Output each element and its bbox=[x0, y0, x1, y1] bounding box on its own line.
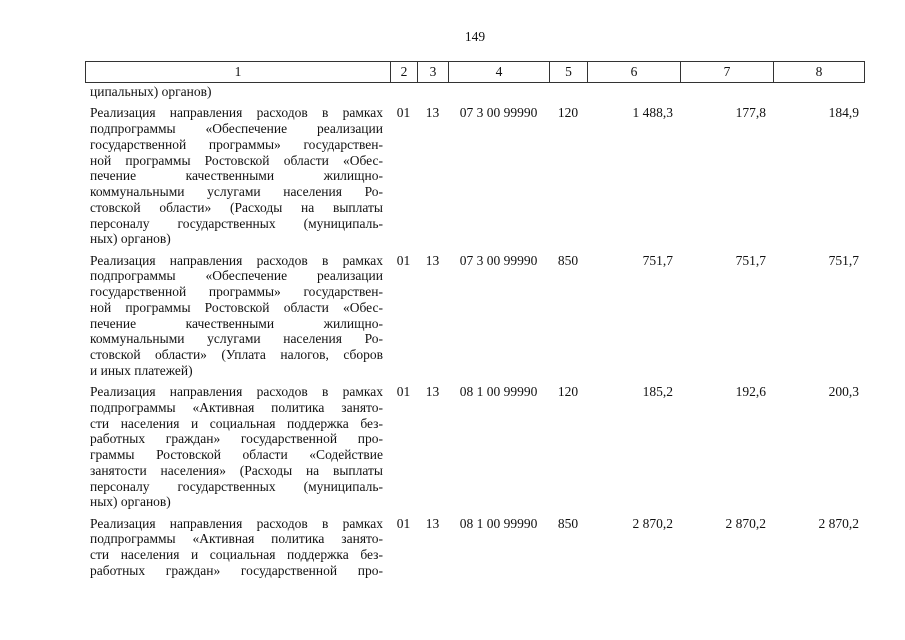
expense-type-code: 120 bbox=[557, 105, 579, 121]
row-description bbox=[85, 384, 390, 510]
description-line: Реализация направления расходов в рамках bbox=[90, 105, 383, 121]
description-line: подпрограммы «Активная политика занято- bbox=[90, 399, 383, 415]
description-line: Реализация направления расходов в рамках bbox=[90, 252, 383, 268]
amount-col-7: 2 870,2 bbox=[725, 515, 766, 531]
header-cell-3: 3 bbox=[417, 61, 448, 83]
amount-col-6: 751,7 bbox=[642, 252, 673, 268]
amount-col-8: 200,3 bbox=[828, 384, 859, 399]
description-line: ципальных) органов) bbox=[90, 84, 212, 99]
row-description bbox=[85, 84, 390, 100]
header-cell-1: 1 bbox=[85, 61, 390, 83]
section-code: 01 bbox=[396, 105, 411, 121]
amount-col-6: 185,2 bbox=[642, 384, 673, 399]
description-line: ных) органов) bbox=[90, 231, 171, 247]
row-description bbox=[85, 253, 390, 379]
header-cell-5: 5 bbox=[549, 61, 587, 83]
description-line: стовской области» (Уплата налогов, сборов bbox=[90, 347, 383, 362]
continuation-row bbox=[85, 84, 865, 100]
description-line: сти населения и социальная поддержка без- bbox=[90, 415, 383, 431]
amount-col-6: 2 870,2 bbox=[632, 515, 673, 531]
header-cell-4: 4 bbox=[448, 61, 549, 83]
section-code: 01 bbox=[396, 384, 411, 399]
header-cell-8: 8 bbox=[773, 61, 865, 83]
description-line: ной программы Ростовской области «Обес- bbox=[90, 299, 383, 315]
description-line: занятости населения» (Расходы на выплаты bbox=[90, 462, 383, 478]
description-line: работных граждан» государственной про- bbox=[90, 431, 383, 447]
program-code: 08 1 00 99990 bbox=[459, 384, 538, 399]
subsection-code: 13 bbox=[425, 252, 440, 268]
amount-col-6: 1 488,3 bbox=[632, 105, 673, 121]
description-line: работных граждан» государственной про- bbox=[90, 562, 383, 578]
header-cell-2: 2 bbox=[390, 61, 417, 83]
table-row bbox=[85, 105, 865, 247]
section-code: 01 bbox=[396, 252, 411, 268]
description-line: ной программы Ростовской области «Обес- bbox=[90, 152, 383, 168]
description-line: подпрограммы «Активная политика занято- bbox=[90, 531, 383, 547]
section-code: 01 bbox=[396, 515, 411, 531]
description-line: государственной программы» государствен- bbox=[90, 136, 383, 152]
description-line: печение качественными жилищно- bbox=[90, 315, 383, 331]
description-line: коммунальными услугами населения Ро- bbox=[90, 184, 383, 199]
subsection-code: 13 bbox=[425, 384, 440, 399]
amount-col-8: 184,9 bbox=[828, 105, 859, 121]
description-line: Реализация направления расходов в рамках bbox=[90, 384, 383, 399]
program-code: 08 1 00 99990 bbox=[459, 515, 538, 531]
description-line: ных) органов) bbox=[90, 494, 171, 510]
page-number: 149 bbox=[464, 29, 486, 44]
subsection-code: 13 bbox=[425, 515, 440, 531]
table-row bbox=[85, 253, 865, 379]
row-description bbox=[85, 105, 390, 247]
expense-type-code: 850 bbox=[557, 252, 579, 268]
description-line: Реализация направления расходов в рамках bbox=[90, 515, 383, 531]
amount-col-8: 751,7 bbox=[828, 252, 859, 268]
amount-col-8: 2 870,2 bbox=[818, 515, 859, 531]
description-line: коммунальными услугами населения Ро- bbox=[90, 331, 383, 347]
description-line: подпрограммы «Обеспечение реализации bbox=[90, 121, 383, 136]
description-line: печение качественными жилищно- bbox=[90, 168, 383, 184]
row-description bbox=[85, 516, 390, 579]
subsection-code: 13 bbox=[425, 105, 440, 121]
description-line: персоналу государственных (муниципаль- bbox=[90, 215, 383, 231]
description-line: персоналу государственных (муниципаль- bbox=[90, 478, 383, 494]
amount-col-7: 177,8 bbox=[735, 105, 766, 121]
amount-col-7: 192,6 bbox=[735, 384, 766, 399]
header-cell-7: 7 bbox=[680, 61, 773, 83]
amount-col-7: 751,7 bbox=[735, 252, 766, 268]
description-line: сти населения и социальная поддержка без- bbox=[90, 547, 383, 562]
table-row bbox=[85, 516, 865, 579]
program-code: 07 3 00 99990 bbox=[459, 252, 538, 268]
table-row bbox=[85, 384, 865, 510]
description-line: подпрограммы «Обеспечение реализации bbox=[90, 268, 383, 284]
program-code: 07 3 00 99990 bbox=[459, 105, 538, 121]
description-line: граммы Ростовской области «Содействие bbox=[90, 447, 383, 462]
header-cell-6: 6 bbox=[587, 61, 680, 83]
description-line: государственной программы» государствен- bbox=[90, 284, 383, 299]
description-line: стовской области» (Расходы на выплаты bbox=[90, 199, 383, 215]
expense-type-code: 850 bbox=[557, 515, 579, 531]
table-header bbox=[85, 61, 866, 83]
table-body bbox=[85, 84, 865, 579]
expense-type-code: 120 bbox=[557, 384, 579, 399]
description-line: и иных платежей) bbox=[90, 362, 193, 378]
